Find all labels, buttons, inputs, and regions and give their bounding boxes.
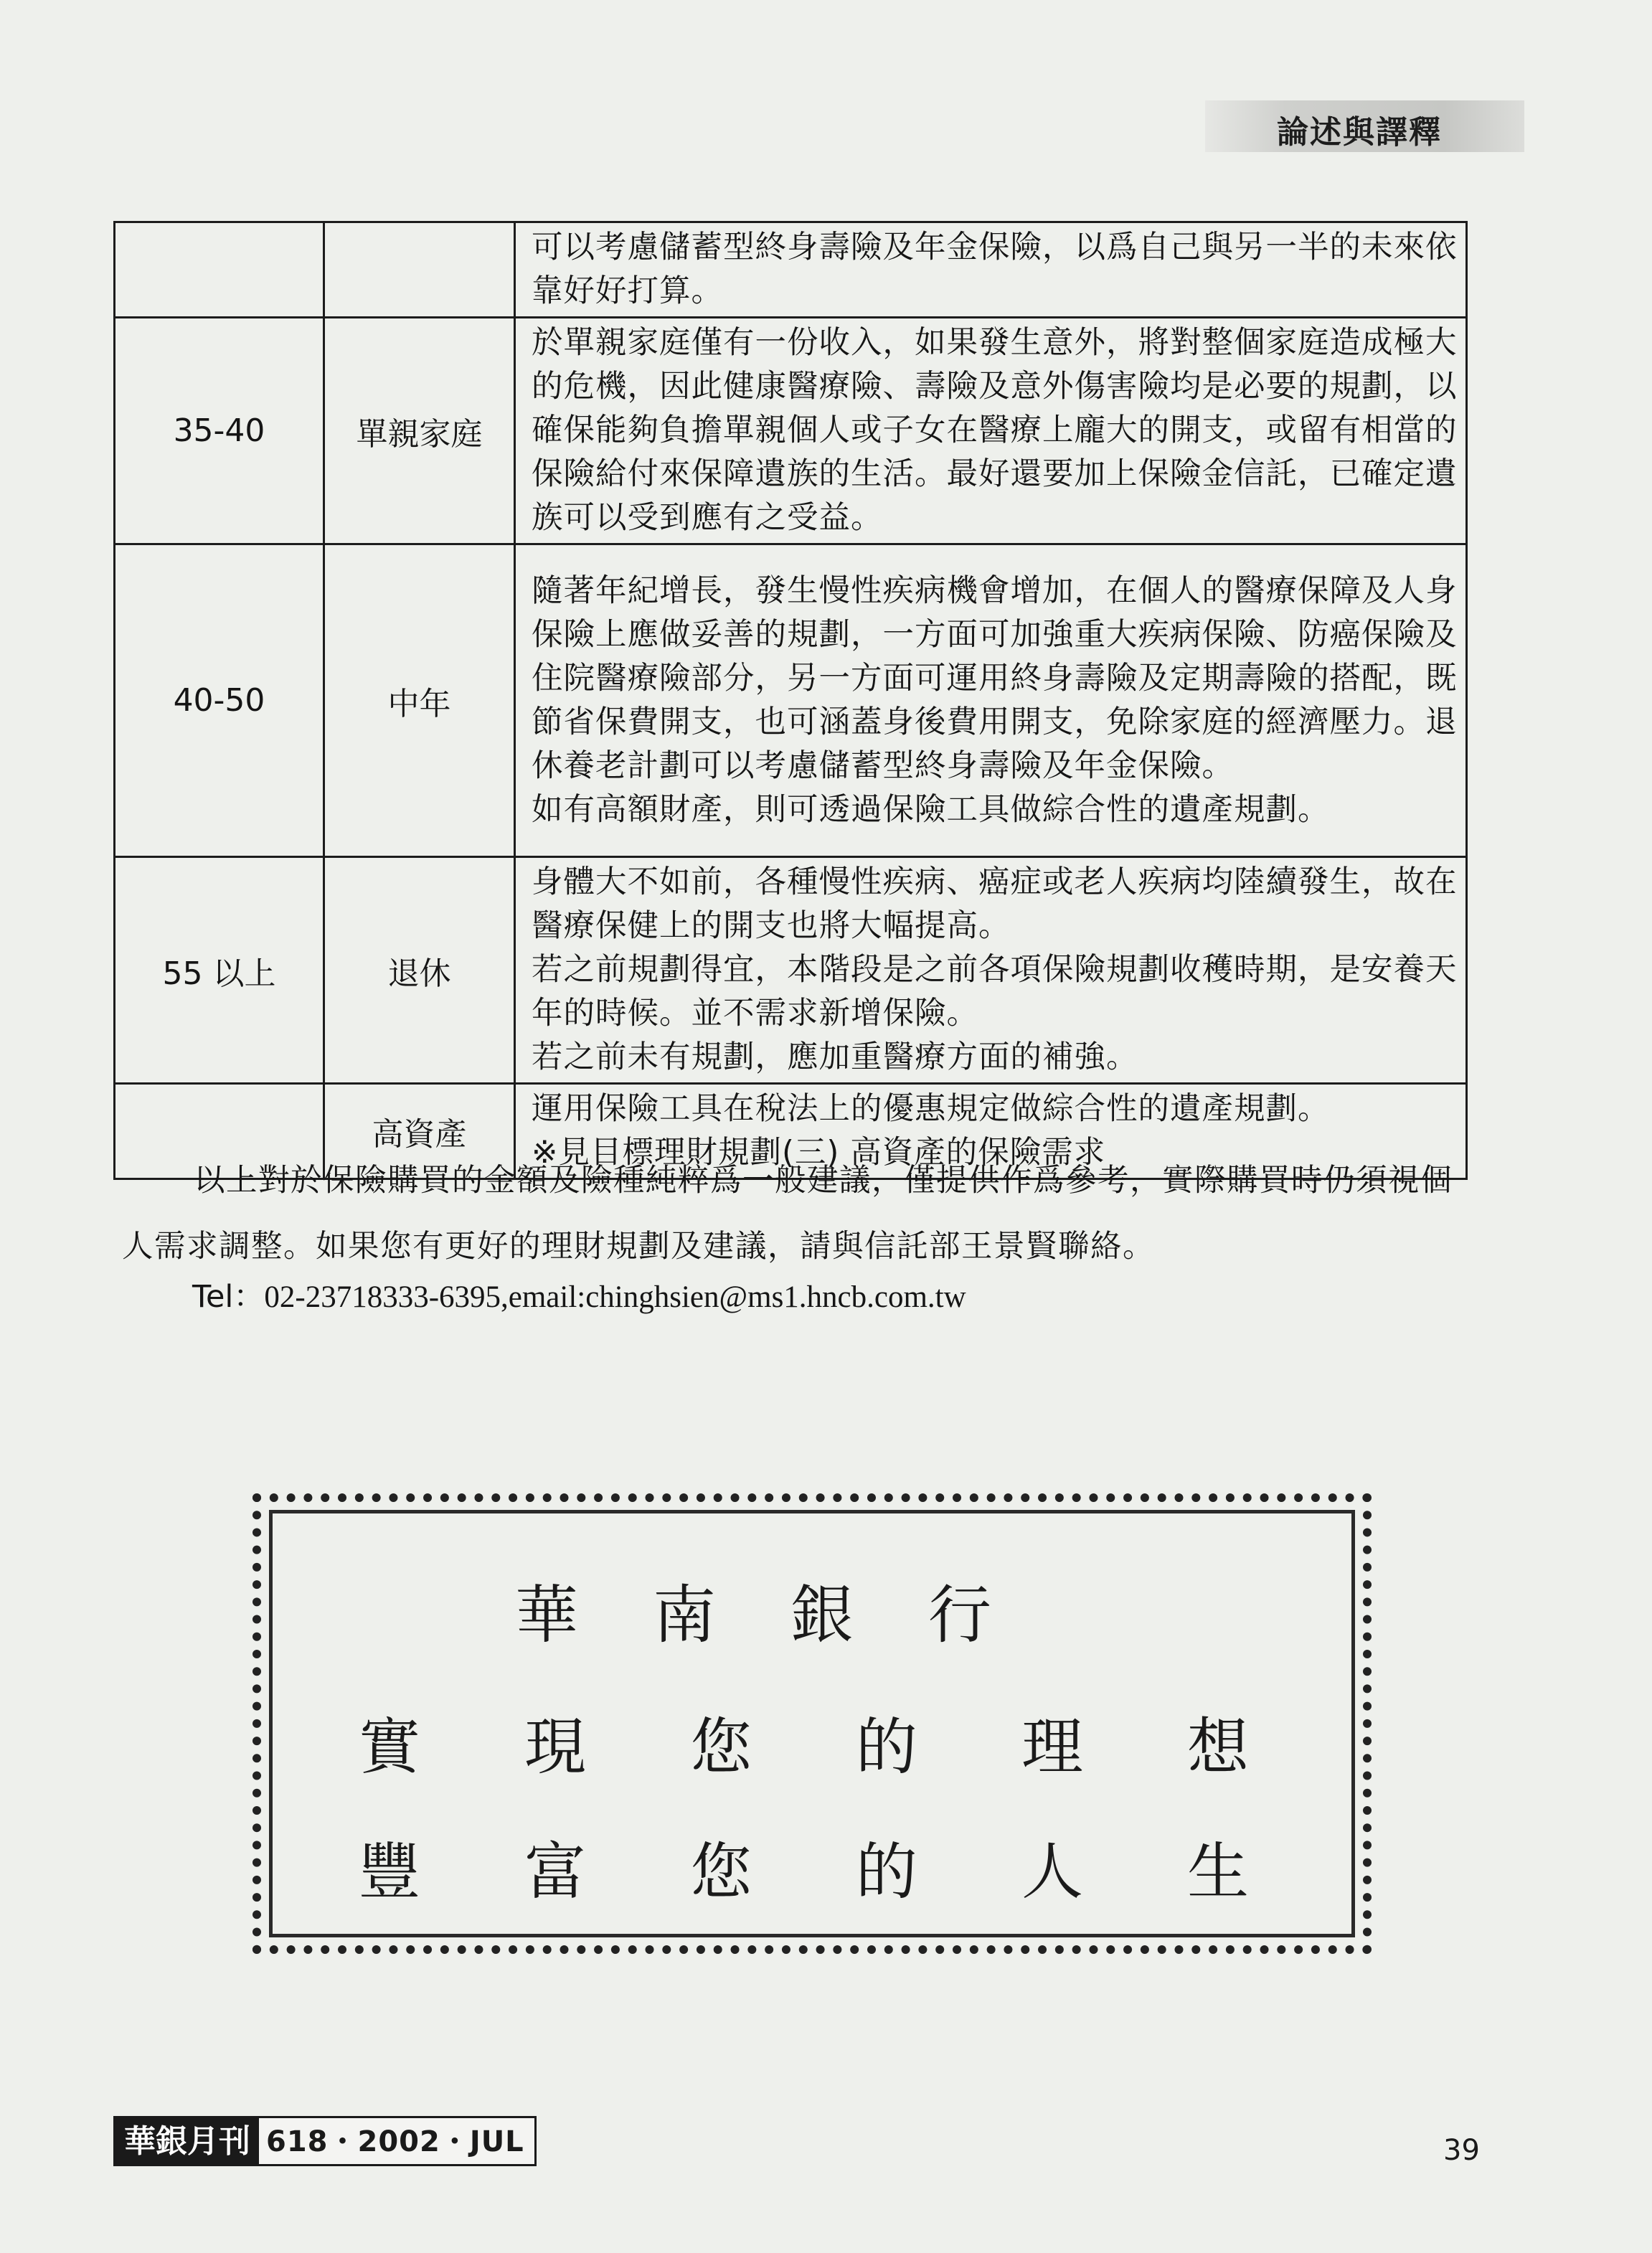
tel-label: Tel： (192, 1279, 265, 1315)
age-cell: 55 以上 (115, 857, 324, 1084)
description-line: 若之前未有規劃，應加重醫療方面的補強。 (532, 1039, 1138, 1075)
advice-paragraph (122, 1148, 1478, 1280)
table-row (115, 544, 1467, 857)
description-line: 如有高額財產，則可透過保險工具做綜合性的遺產規劃。 (532, 791, 1330, 828)
age-cell (115, 222, 324, 318)
age-cell: 35-40 (115, 318, 324, 544)
magazine-badge (113, 2116, 537, 2166)
description-cell (515, 544, 1467, 857)
description-cell (515, 857, 1467, 1084)
description-line: 身體大不如前，各種慢性疾病、癌症或老人疾病均陸續發生，故在醫療保健上的開支也將大幅提高。 (532, 864, 1458, 944)
contact-text: 02-23718333-6395,email:chinghsien@ms1.hncb.com.tw (264, 1280, 966, 1314)
magazine-name: 華銀月刊 (115, 2118, 259, 2164)
ad-slogan-line-1: 實現您的理想 (359, 1711, 1353, 1783)
page-number: 39 (1443, 2134, 1480, 2167)
stage-cell: 單親家庭 (324, 318, 515, 544)
ad-slogan-line-2: 豐富您的人生 (359, 1836, 1353, 1908)
section-title: 論述與譯釋 (1277, 114, 1442, 151)
stage-cell: 退休 (324, 857, 515, 1084)
stage-cell: 中年 (324, 544, 515, 857)
table-row (115, 318, 1467, 544)
description-cell (515, 222, 1467, 318)
contact-info (192, 1272, 966, 1316)
age-cell: 40-50 (115, 544, 324, 857)
description-line: 若之前規劃得宜，本階段是之前各項保險規劃收穫時期，是安養天年的時候。並不需求新增保險。 (532, 952, 1458, 1031)
description-line: 運用保險工具在稅法上的優惠規定做綜合性的遺產規劃。 (532, 1091, 1330, 1127)
stage-cell: 高資產 (324, 1084, 515, 1179)
advice-text: 以上對於保險購買的金額及險種純粹爲一般建議，僅提供作爲參考，實際購買時仍須視個人需求調整。如果您有更好的理財規劃及建議，請與信託部王景賢聯絡。 (122, 1163, 1453, 1265)
ad-bank-name: 華南銀行 (515, 1578, 1067, 1652)
description-line: ※見目標理財規劃(三) 高資產的保險需求 (532, 1135, 1106, 1171)
insurance-plan-table (113, 221, 1468, 1180)
description-cell (515, 318, 1467, 544)
section-header (1205, 100, 1524, 152)
description-line: 可以考慮儲蓄型終身壽險及年金保險，以爲自己與另一半的未來依靠好好打算。 (532, 230, 1458, 309)
table-row (115, 222, 1467, 318)
issue-info: 618・2002・JUL (259, 2118, 534, 2164)
stage-cell (324, 222, 515, 318)
description-line: 於單親家庭僅有一份收入，如果發生意外，將對整個家庭造成極大的危機，因此健康醫療險、壽險及意外傷害險均是必要的規劃，以確保能夠負擔單親個人或子女在醫療上龐大的開支，或留有相當的保險給付來保障遺族的生活。最好還要加上保險金信託，已確定遺族可以受到應有之受益。 (532, 325, 1458, 536)
table-row (115, 857, 1467, 1084)
description-line: 隨著年紀增長，發生慢性疾病機會增加，在個人的醫療保障及人身保險上應做妥善的規劃，一方面可加強重大疾病保險、防癌保險及住院醫療險部分，另一方面可運用終身壽險及定期壽險的搭配，既節省保費開支，也可涵蓋身後費用開支，免除家庭的經濟壓力。退休養老計劃可以考慮儲蓄型終身壽險及年金保險。 (532, 572, 1458, 784)
